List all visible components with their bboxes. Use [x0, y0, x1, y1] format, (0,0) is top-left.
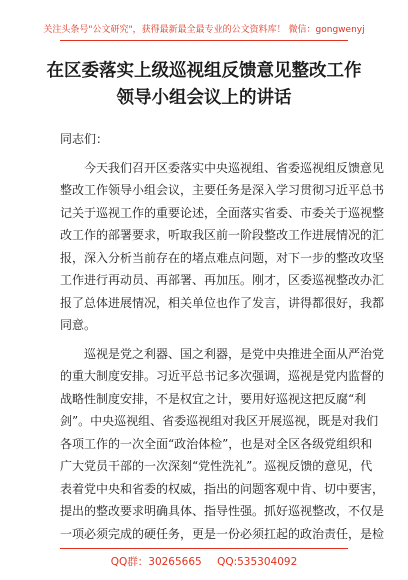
- salutation: 同志们：: [60, 132, 109, 146]
- paragraph-line: 一项必须完成的硬任务，更是一份必须扛起的政治责任，是检: [60, 526, 385, 541]
- paragraph-line: 记关于巡视工作的重要论述，全面落实省委、市委关于巡视整: [60, 205, 385, 220]
- document-body: [60, 128, 385, 545]
- paragraph-line: 改工作的部署要求，听取我区前一阶段整改工作进展情况的汇: [60, 228, 385, 242]
- paragraph-line: 报了总体进展情况，相关单位也作了发言，讲得都很好，我都: [60, 295, 385, 310]
- paragraph-line: 广大党员干部的一次深刻“党性洗礼”。巡视反馈的意见，代: [60, 459, 373, 473]
- paragraph-line: 报，深入分析当前存在的堵点难点问题，对下一步的整改攻坚: [60, 250, 385, 265]
- paragraph-line: 的重大制度安排。习近平总书记多次强调，巡视是党内监督的: [60, 369, 385, 383]
- paragraph-line: 表着党中央和省委的权威，指出的问题客观中肯、切中要害，: [60, 481, 385, 496]
- document-title: [20, 58, 388, 112]
- footer-divider: [60, 548, 348, 549]
- header-note: 关注头条号"公文研究"，获得最新最全最专业的公文资料库！ 微信：gongwenyj: [43, 25, 365, 35]
- paragraph-line: 今天我们召开区委落实中央巡视组、省委巡视组反馈意见: [84, 160, 385, 175]
- paragraph-line: 工作进行再动员、再部署、再加压。刚才，区委巡视整改办汇: [60, 273, 385, 287]
- paragraph-line: 各项工作的一次全面“政治体检”，也是对全区各级党组织和: [60, 436, 373, 451]
- footer-qq: QQ:535304092: [217, 556, 298, 568]
- paragraph-line: 战略性制度安排，不是权宜之计，要用好巡视这把反腐“利: [60, 391, 367, 406]
- paragraph-line: 整改工作领导小组会议，主要任务是深入学习贯彻习近平总书: [60, 183, 385, 197]
- footer-qq-group: QQ群：30265665: [110, 556, 202, 568]
- paragraph-2: [60, 343, 385, 546]
- title-line: 在区委落实上级巡视组反馈意见整改工作: [46, 61, 362, 81]
- paragraph-line: 剑”。中央巡视组、省委巡视组对我区开展巡视，既是对我们: [60, 414, 379, 428]
- paragraph-line: 巡视是党之利器、国之利器，是党中央推进全面从严治党: [84, 346, 385, 361]
- footer: [0, 554, 408, 569]
- title-line: 领导小组会议上的讲话: [116, 88, 292, 108]
- paragraph-1: [60, 157, 385, 337]
- paragraph-line: 提出的整改要求明确具体、指导性强。抓好巡视整改，不仅是: [60, 504, 385, 518]
- paragraph-line: 同意。: [60, 318, 97, 332]
- header-divider: [60, 40, 348, 41]
